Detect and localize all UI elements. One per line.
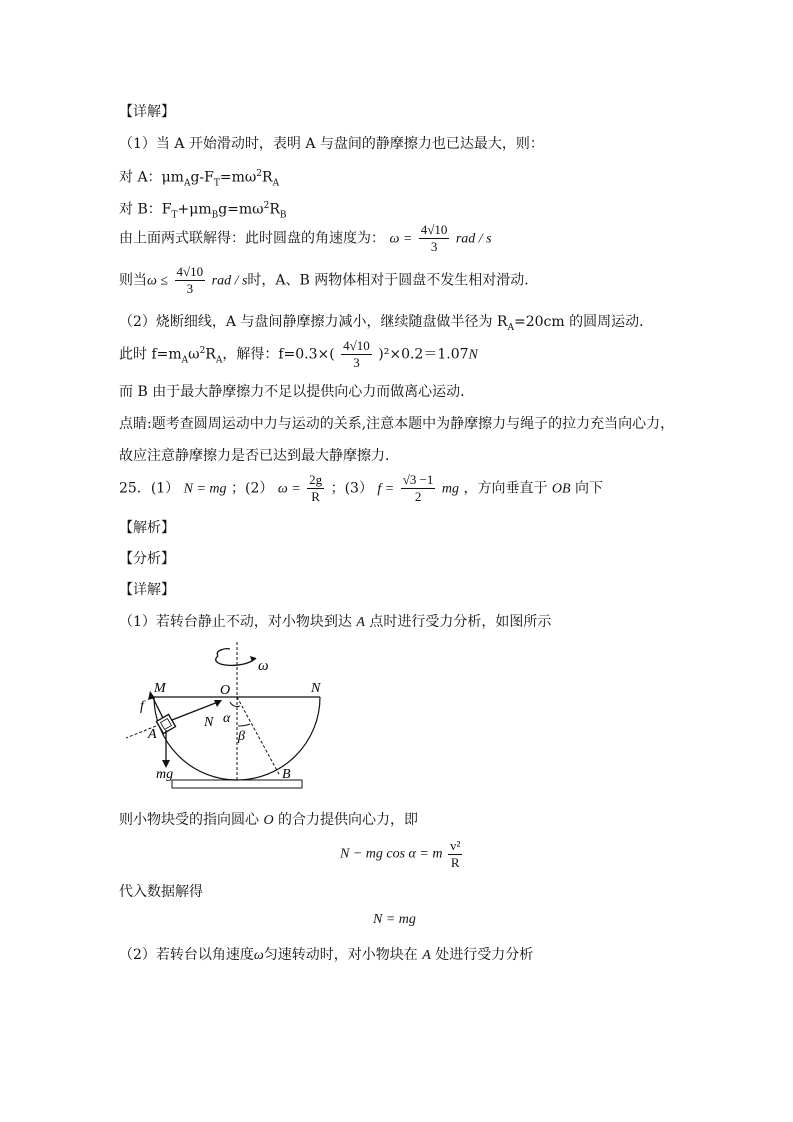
part2-text: （2）烧断细线，A 与盘间静摩擦力减小，继续随盘做半径为 $R_A=20cm$ 的圆周运动． (119, 314, 654, 333)
b-motion: 而 B 由于最大静摩擦力不足以提供向心力而做离心运动． (119, 384, 475, 400)
no-slip-condition: 则当ω ≤ $\frac{4√10}{3}$ rad / s时，A、B 两物体相对于圆盘不发生相对滑动． (119, 264, 539, 296)
detail-heading-2: 【详解】 (119, 582, 175, 598)
label-n-top: N (311, 681, 321, 696)
substitute-text: 代入数据解得 (119, 884, 203, 900)
centripetal-equation: N − mg cos α = m $\frac{\text{v²}}{R}$ (340, 838, 461, 870)
label-m: M (154, 681, 166, 696)
label-f: f (140, 699, 144, 714)
q25-answers: 25．(1） N = mg ；(2） ω = $\frac{2g}{R}$ ；(3） f = $\frac{√3 -1}{2}$ mg ，方向垂直于 OB 向下 (119, 472, 604, 504)
label-alpha: α (223, 711, 231, 726)
comment-line-2: 故应注意静摩擦力是否已达到最大静摩擦力． (119, 448, 399, 464)
force-diagram (126, 640, 326, 796)
comment-line-1: 点睛:题考查圆周运动中力与运动的关系,注意本题中为静摩擦力与绳子的拉力充当向心力， (119, 416, 675, 432)
part2-rotating: （2）若转台以角速度ω匀速转动时，对小物块在 A 处进行受力分析 (119, 947, 534, 963)
rotation-arrow (216, 656, 256, 665)
detail-heading: 【详解】 (119, 104, 175, 120)
omega-result: 由上面两式联解得：此时圆盘的角速度为： ω = $\frac{4√10}{3}$ rad / s (119, 222, 492, 254)
result-equation: N = mg (373, 912, 416, 927)
part1-intro: （1）当 A 开始滑动时，表明 A 与盘间的静摩擦力也已达最大，则： (119, 136, 544, 152)
label-n-force: N (204, 715, 214, 730)
part1-stationary: （1）若转台静止不动，对小物块到达 A 点时进行受力分析，如图所示 (119, 614, 552, 630)
analysis-heading: 【解析】 (119, 520, 175, 536)
equation-b: 对 B：$F_T+\mu m_Bg=m\omega^2R_B$ (119, 201, 287, 221)
friction-result: 此时 $f=m_A\omega^2R_A$，解得：f=0.3×( $\frac{4√10}{3}$ )²×0.2＝1.07N (119, 338, 478, 370)
label-beta: β (238, 729, 245, 744)
label-a: A (148, 727, 157, 742)
equation-a: 对 A：$\mu m_Ag-F_T=m\omega^2R_A$ (119, 169, 280, 189)
omega-label: ω (258, 658, 269, 674)
label-b: B (282, 767, 291, 782)
net-force-text: 则小物块受的指向圆心 O 的合力提供向心力，即 (119, 812, 419, 828)
label-mg: mg (156, 767, 174, 782)
friction-arrow (152, 696, 163, 718)
fenxi-heading: 【分析】 (119, 551, 175, 567)
label-o: O (220, 683, 231, 698)
